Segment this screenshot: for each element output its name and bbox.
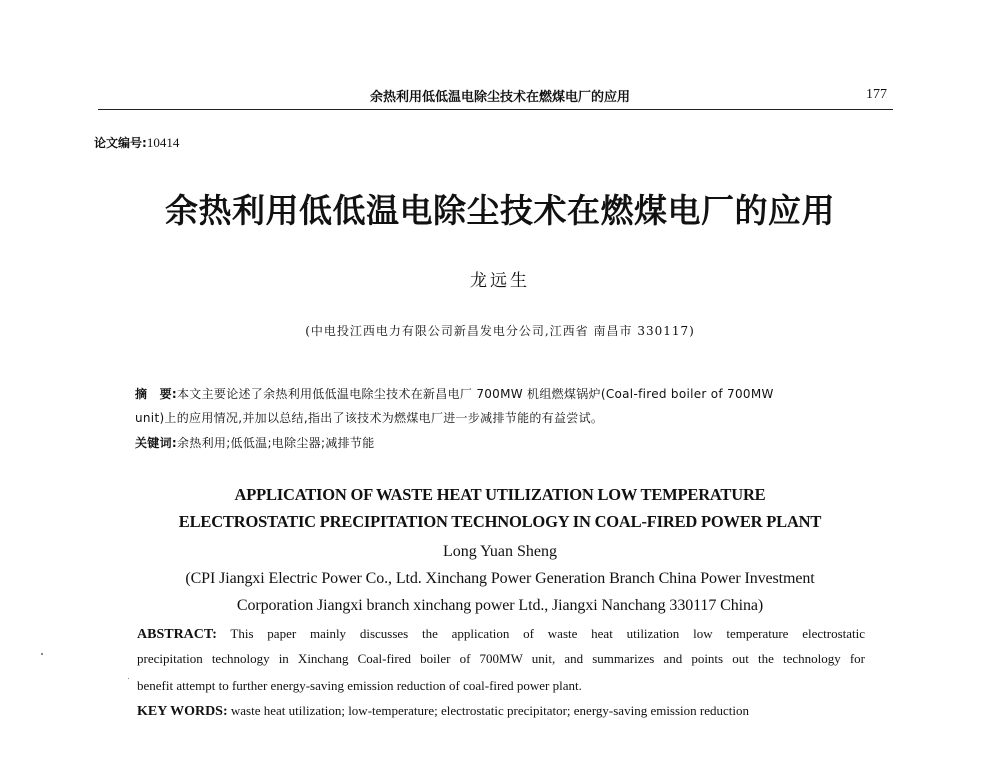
- chinese-abstract-text-1: 本文主要论述了余热利用低低温电除尘技术在新昌电厂 700MW 机组燃煤锅炉(Coal-fired boiler of 700MW: [177, 387, 774, 401]
- running-header-title: 余热利用低低温电除尘技术在燃煤电厂的应用: [369, 90, 630, 105]
- english-abstract-text-1: This paper mainly discusses the application of waste heat utilization low temperature electrostatic: [230, 626, 866, 641]
- english-affiliation-line-1: (CPI Jiangxi Electric Power Co., Ltd. Xinchang Power Generation Branch China Power Investment: [185, 570, 815, 587]
- chinese-keywords: [135, 434, 375, 451]
- chinese-author: 龙远生: [470, 271, 530, 291]
- header-rule-divider: [98, 109, 893, 110]
- chinese-affiliation: (中电投江西电力有限公司新昌发电分公司,江西省 南昌市 330117): [305, 324, 695, 338]
- english-affiliation-line-2: Corporation Jiangxi branch xinchang power Ltd., Jiangxi Nanchang 330117 China): [236, 597, 764, 614]
- english-abstract-line-2: precipitation technology in Xinchang Coal-fired boiler of 700MW unit, and summarizes and points out the technology for: [137, 651, 865, 666]
- english-abstract-label: ABSTRACT:: [137, 627, 217, 642]
- english-abstract-line-3: benefit attempt to further energy-saving emission reduction of coal-fired power plant.: [137, 678, 582, 693]
- chinese-keywords-text: 余热利用;低低温;电除尘器;减排节能: [177, 436, 375, 450]
- english-keywords-label: KEY WORDS:: [137, 704, 228, 719]
- chinese-abstract-text-2: unit)上的应用情况,并加以总结,指出了该技术为燃煤电厂进一步减排节能的有益尝试。: [135, 411, 604, 425]
- page-number: 177: [866, 87, 887, 102]
- paper-id-value: 10414: [146, 135, 180, 150]
- english-keywords-text: waste heat utilization; low-temperature; electrostatic precipitator; energy-saving emission reduction: [230, 703, 750, 718]
- chinese-abstract-label: 摘 要:: [135, 387, 177, 401]
- paper-id-label: 论文编号:: [94, 136, 147, 150]
- english-title-line-2: ELECTROSTATIC PRECIPITATION TECHNOLOGY IN COAL-FIRED POWER PLANT: [178, 512, 822, 531]
- chinese-abstract-line-1: [135, 385, 774, 402]
- chinese-keywords-label: 关键词:: [135, 436, 177, 450]
- chinese-title: 余热利用低低温电除尘技术在燃煤电厂的应用: [165, 191, 835, 230]
- english-title-line-1: APPLICATION OF WASTE HEAT UTILIZATION LOW TEMPERATURE: [234, 485, 766, 504]
- scan-speck: [41, 653, 43, 655]
- english-keywords: [137, 703, 865, 720]
- english-abstract-line-1: [137, 626, 865, 643]
- english-author: Long Yuan Sheng: [442, 543, 558, 560]
- paper-id: [94, 134, 179, 151]
- scan-speck: [128, 678, 129, 679]
- chinese-abstract-line-2: [135, 409, 603, 426]
